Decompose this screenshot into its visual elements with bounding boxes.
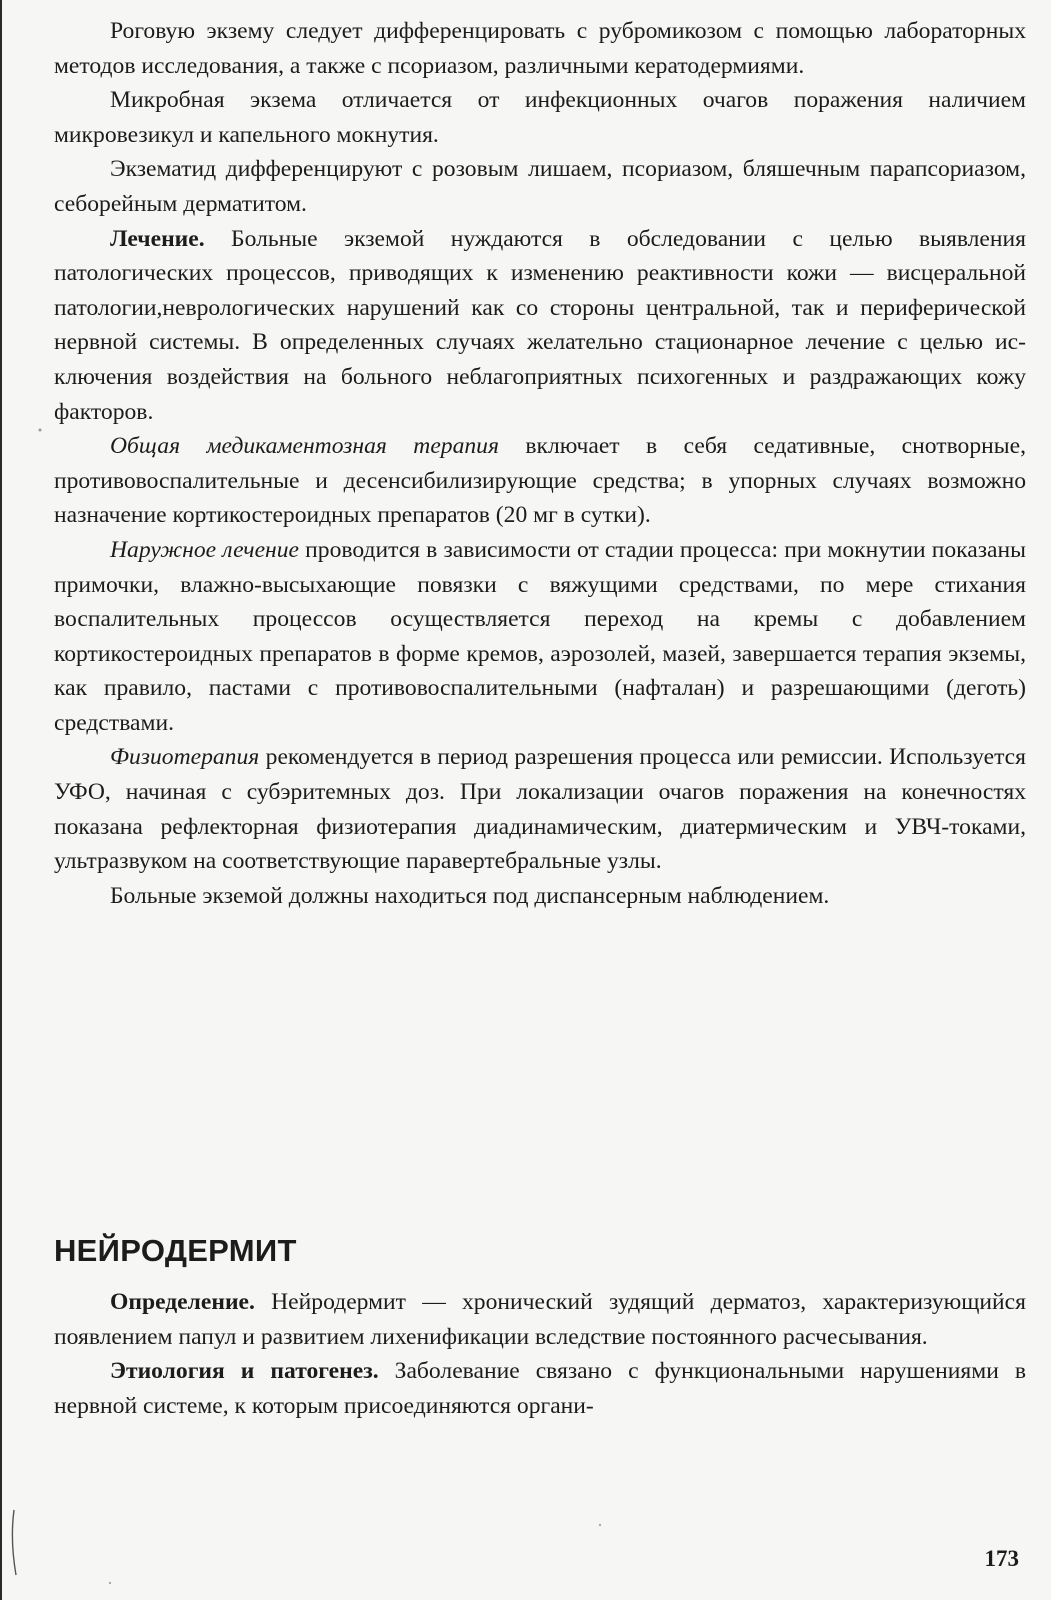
paragraph-lead: Этиология и патогенез.	[110, 1358, 379, 1385]
paragraph	[54, 1354, 1026, 1423]
margin-pencil-mark	[12, 1510, 16, 1575]
paragraph-text: Микробная экзема отличается от инфекционных очагов поражения наличием микровезикул и капельного мокнутия.	[54, 87, 1026, 148]
paragraph	[54, 429, 1026, 533]
section-heading: НЕЙРОДЕРМИТ	[54, 1233, 297, 1268]
paragraph-text: рекомендуется в период разрешения процесса или ремиссии. Используется УФО, начиная с субэритемных доз. При локализации очагов поражения на конечностях показана рефлекторная физиотерапия диадинамическим, диатермическим и УВЧ-токами, ультразвуком на соответствующие паравертебральные узлы.	[54, 744, 1026, 875]
paragraph-lead: Определение.	[110, 1289, 255, 1315]
scan-speck	[39, 429, 42, 432]
paragraph-text: Больные экземой нуждаются в обследовании с целью выявления патологических процессов, приводящих к изменению реактивности кожи — висцеральной патологии,неврологических нарушений как со стороны центральной, так и периферической нервной системы. В определенных случаях желательно стационарное лечение с целью исключения воздействия на больного неблагоприятных психогенных и раздражающих кожу факторов.	[54, 225, 1026, 425]
page-left-edge	[0, 0, 2, 1600]
scan-speck	[599, 1524, 601, 1526]
paragraph	[54, 222, 1026, 430]
paragraph	[54, 83, 1026, 152]
paragraph-text: Заболевание связано с функциональными нарушениями в нервной системе, к которым присоединяются органи-	[54, 1358, 1026, 1419]
paragraph-text: включает в себя седативные, снотворные, противовоспалительные и десенсибилизирующие средства; в упорных случаях возможно назначение кортикостероидных препаратов (20 мг в сутки).	[54, 433, 1026, 529]
page-number: 173	[984, 1546, 1019, 1571]
paragraph	[54, 740, 1026, 878]
paragraph-text: Нейродермит — хронический зудящий дерматоз, характеризующийся появлением папул и развитием лихенификации вследствие постоянного расчесывания.	[54, 1289, 1026, 1350]
paragraph	[54, 14, 1026, 83]
main-text	[54, 14, 1026, 913]
section-text	[54, 1285, 1026, 1423]
scan-speck	[109, 1582, 111, 1584]
paragraph	[54, 533, 1026, 741]
paragraph	[54, 1285, 1026, 1354]
paragraph-text: Роговую экзему следует дифференцировать с рубромикозом с помощью лабораторных методов исследования, а также с псориазом, различными кератодермиями.	[54, 18, 1026, 79]
paragraph-text: Экзематид дифференцируют с розовым лишаем, псориазом, бляшечным парапсориазом, себорейным дерматитом.	[54, 156, 1026, 217]
paragraph-lead: Общая медикаментозная терапия	[110, 433, 499, 460]
paragraph	[54, 879, 1026, 914]
paragraph-lead: Физиотерапия	[110, 744, 260, 771]
paragraph-text: проводится в зависимости от стадии процесса: при мокнутии показаны примочки, влажно-высыхающие повязки с вяжущими средствами, по мере стихания воспалительных процессов осуществляется переход на кремы с добавлением кортикостероидных препаратов в форме кремов, аэрозолей, мазей, завершается терапия экземы, как правило, пастами с противовоспалительными (нафталан) и разрешающими (деготь) средствами.	[54, 536, 1026, 736]
paragraph	[54, 152, 1026, 221]
paragraph-lead: Наружное лечение	[110, 536, 300, 563]
paragraph-lead: Лечение.	[110, 225, 205, 252]
paragraph-text: Больные экземой должны находиться под диспансерным наблюдением.	[110, 882, 830, 909]
